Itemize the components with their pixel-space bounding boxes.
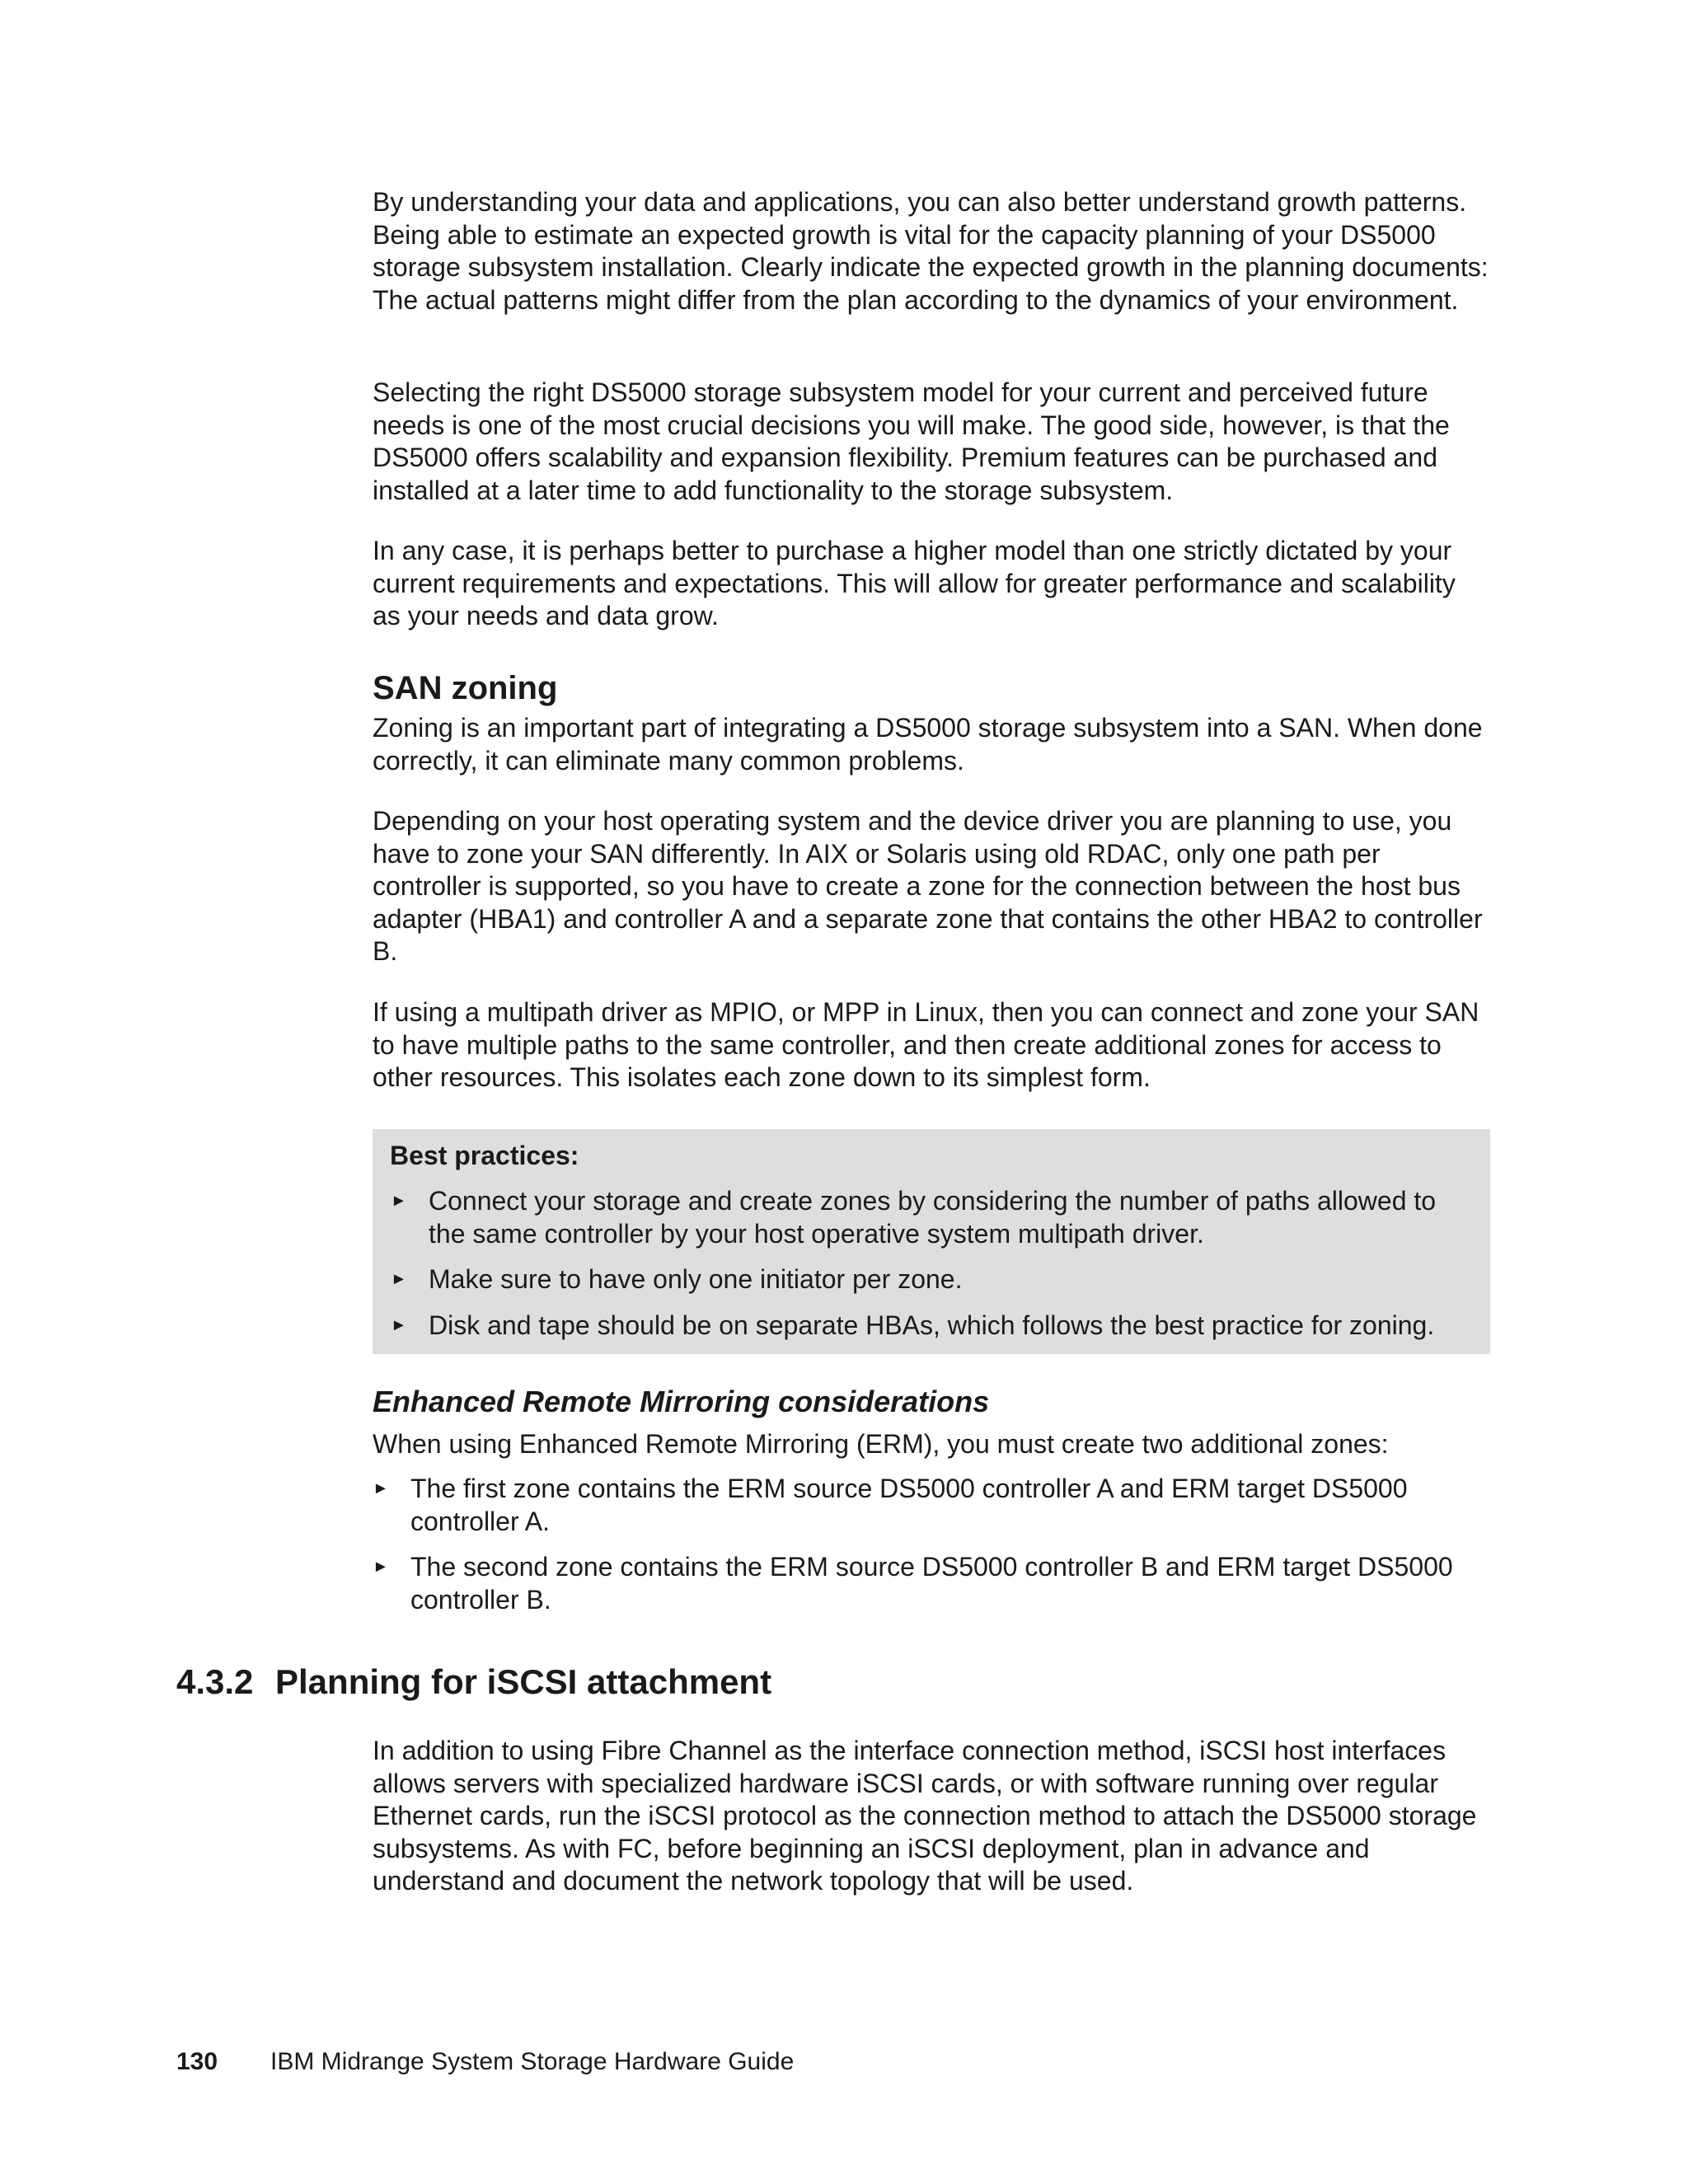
best-practice-item-text: Connect your storage and create zones by considering the number of paths allowed to the same controller by your host operative system multipath driver. (429, 1186, 1437, 1249)
section-title: Planning for iSCSI attachment (275, 1662, 772, 1701)
erm-heading: Enhanced Remote Mirroring considerations (373, 1385, 990, 1418)
triangle-bullet-icon: ► (373, 1558, 389, 1576)
erm-list-item (373, 1551, 1490, 1616)
san-zoning-paragraph-intro: Zoning is an important part of integrating a DS5000 storage subsystem into a SAN. When done correctly, it can eliminate many common problems. (373, 713, 1483, 776)
erm-intro-paragraph: When using Enhanced Remote Mirroring (ERM), you must create two additional zones: (373, 1429, 1389, 1459)
triangle-bullet-icon: ► (391, 1270, 407, 1288)
best-practice-item (391, 1185, 1462, 1250)
triangle-bullet-icon: ► (391, 1192, 407, 1210)
best-practices-callout (373, 1129, 1490, 1354)
page-number: 130 (176, 2048, 218, 2075)
san-zoning-paragraph-multipath: If using a multipath driver as MPIO, or MPP in Linux, then you can connect and zone your SAN to have multiple paths to the same controller, and then create additional zones for access to other resources. This isolates each zone down to its simplest form. (373, 997, 1479, 1092)
intro-paragraph-model-selection: Selecting the right DS5000 storage subsystem model for your current and perceived future needs is one of the most crucial decisions you will make. The good side, however, is that the DS5000 offers scalability and expansion flexibility. Premium features can be purchased and installed at a later time to add functionality to the storage subsystem. (373, 377, 1450, 505)
san-zoning-heading: SAN zoning (373, 670, 558, 706)
best-practice-item (391, 1263, 1462, 1296)
erm-list-item-text: The second zone contains the ERM source DS5000 controller B and ERM target DS5000 controller B. (410, 1552, 1453, 1615)
book-title: IBM Midrange System Storage Hardware Guide (270, 2048, 795, 2075)
triangle-bullet-icon: ► (391, 1316, 407, 1334)
erm-list-item (373, 1473, 1490, 1538)
san-zoning-paragraph-rdac: Depending on your host operating system and the device driver you are planning to use, you have to zone your SAN differently. In AIX or Solaris using old RDAC, only one path per controller is supported, so you have to create a zone for the connection between the host bus adapter (HBA1) and controller A and a separate zone that contains the other HBA2 to controller B. (373, 806, 1483, 966)
triangle-bullet-icon: ► (373, 1479, 389, 1497)
intro-paragraph-growth: By understanding your data and applications, you can also better understand growth patterns. Being able to estimate an expected growth is vital for the capacity planning of your DS5000 storage subsystem installation. Clearly indicate the expected growth in the planning documents: The actual patterns might differ from the plan according to the dynamics of your environment. (373, 187, 1489, 315)
section-number: 4.3.2 (176, 1662, 254, 1701)
erm-list-item-text: The first zone contains the ERM source DS5000 controller A and ERM target DS5000 controller A. (410, 1474, 1408, 1536)
page-footer (176, 2046, 794, 2079)
best-practice-item-text: Disk and tape should be on separate HBAs, which follows the best practice for zoning. (429, 1310, 1435, 1340)
section-heading (176, 1661, 771, 1704)
best-practices-title: Best practices: (390, 1141, 579, 1170)
best-practice-item-text: Make sure to have only one initiator per zone. (429, 1264, 963, 1294)
best-practice-item (391, 1310, 1479, 1343)
iscsi-paragraph: In addition to using Fibre Channel as the interface connection method, iSCSI host interfaces allows servers with specialized hardware iSCSI cards, or with software running over regular Ethernet cards, run the iSCSI protocol as the connection method to attach the DS5000 storage subsystems. As with FC, before beginning an iSCSI deployment, plan in advance and understand and document the network topology that will be used. (373, 1736, 1477, 1896)
intro-paragraph-higher-model: In any case, it is perhaps better to purchase a higher model than one strictly dictated by your current requirements and expectations. This will allow for greater performance and scalability as your needs and data grow. (373, 536, 1456, 630)
